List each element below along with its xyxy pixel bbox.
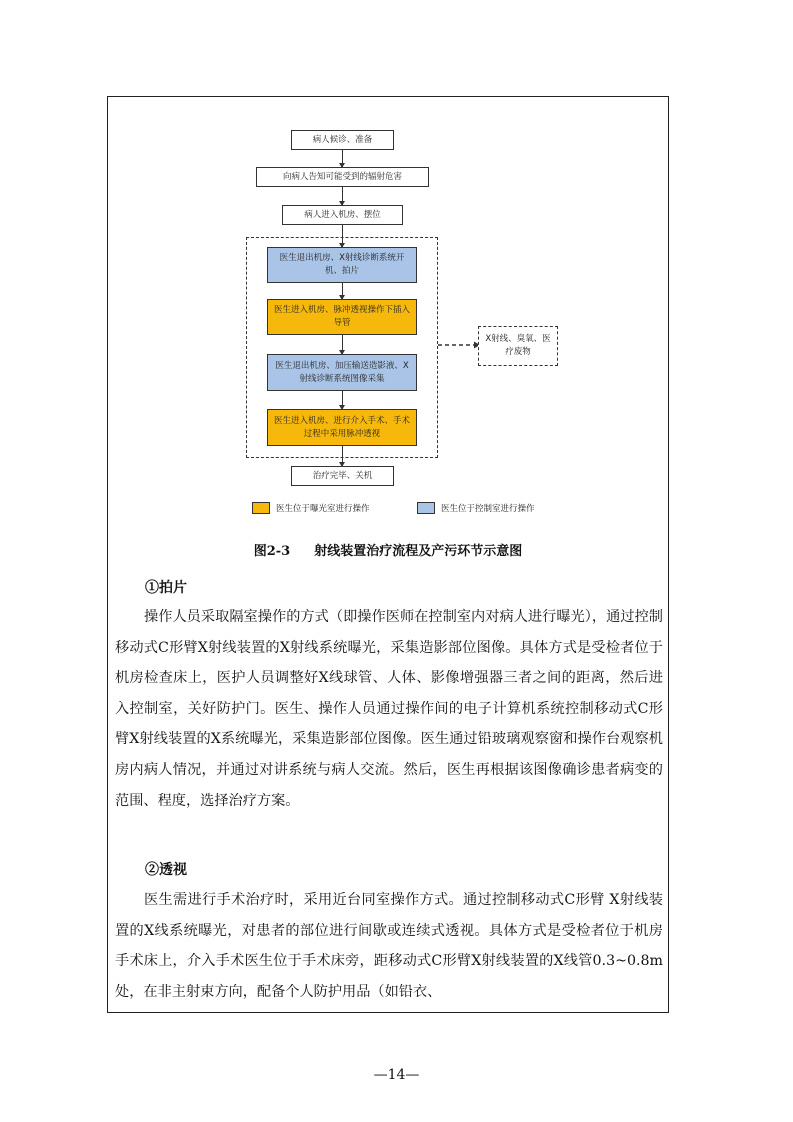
flow-arrow [342,391,343,409]
section-heading-fluoroscopy: ②透视 [145,862,187,878]
dashed-arrow-to-pollutants [438,340,480,350]
flow-arrow [342,283,343,299]
flow-arrow [342,150,343,167]
section-heading-radiography: ①拍片 [145,580,187,596]
flow-step-finish: 治疗完毕、关机 [291,466,394,486]
page-number: —14— [373,1067,420,1083]
flow-arrow [342,187,343,205]
figure-number: 图2-3 [253,544,291,559]
section-paragraph-radiography: 操作人员采取隔室操作的方式（即操作医师在控制室内对病人进行曝光），通过控制移动式C形臂X射线装置的X射线系统曝光，采集造影部位图像。具体方式是受检者位于机房检查床上，医护人员调整好X线球管、人体、影像增强器三者之间的距离，然后进入控制室，关好防护门。医生、操作人员通过操作间的电子计算机系统控制移动式C形臂X射线装置的X系统曝光，采集造影部位图像。医生通过铅玻璃观察窗和操作台观察机房内病人情况，并通过对讲系统与病人交流。然后，医生再根据该图像确诊患者病变的范围、程度，选择治疗方案。 [115,609,663,809]
flow-arrow [342,335,343,354]
flow-step-image-acquisition: 医生退出机房、加压输送造影液、X射线诊断系统图像采集 [267,354,417,391]
figure-caption [107,540,669,559]
figure-title: 射线装置治疗流程及产污环节示意图 [314,544,523,559]
legend-blue-label: 医生位于控制室进行操作 [441,504,535,514]
flow-step-enter-room: 病人进入机房、摆位 [282,205,403,225]
pollutant-box: X射线、臭氧、医疗废物 [478,326,558,366]
flow-step-waiting: 病人候诊、准备 [291,130,394,150]
flow-step-inform: 向病人告知可能受到的辐射危害 [256,167,429,187]
flow-step-surgery: 医生进入机房、进行介入手术、手术过程中采用脉冲透视 [267,409,417,446]
legend-orange-label: 医生位于曝光室进行操作 [276,504,370,514]
section-paragraph-fluoroscopy: 医生需进行手术治疗时，采用近台同室操作方式。通过控制移动式C形臂 X射线装置的X线系统曝光，对患者的部位进行间歇或连续式透视。具体方式是受检者位于机房手术床上，介入手术医生位于手术床旁，距移动式C形臂X射线装置的X线管0.3~0.8m处，在非主射束方向，配备个人防护用品（如铅衣、 [115,892,663,1000]
flow-step-radiography: 医生退出机房、X射线诊断系统开机、拍片 [267,247,417,283]
legend-blue-swatch [417,502,435,514]
flow-arrow [342,446,343,466]
legend-orange-swatch [252,502,270,514]
flow-step-catheter: 医生进入机房、脉冲透视操作下插入导管 [267,299,417,335]
